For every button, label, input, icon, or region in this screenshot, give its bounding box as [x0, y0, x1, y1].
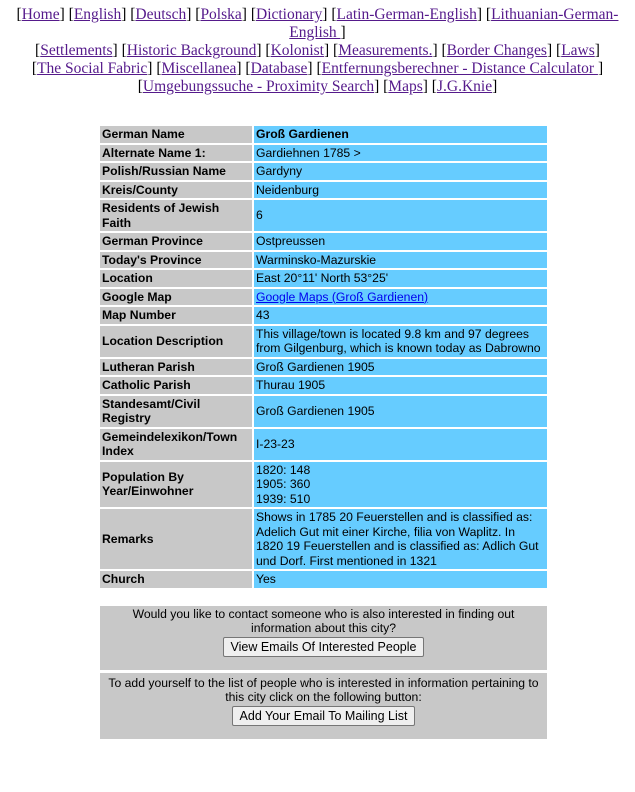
table-row-civil-registry [100, 396, 547, 427]
nav-border-changes: [Border Changes] [441, 42, 553, 59]
nav-kolonist: [Kolonist] [265, 42, 330, 59]
place-info-table [98, 124, 549, 590]
row-value: Neidenburg [254, 182, 547, 199]
nav-proximity-search: [Umgebungssuche - Proximity Search] [137, 78, 380, 95]
row-label: Alternate Name 1: [100, 145, 252, 162]
nav-social-fabric: [The Social Fabric] [31, 60, 153, 77]
row-label: Polish/Russian Name [100, 163, 252, 180]
table-row-town-index [100, 429, 547, 460]
population-1820: 1820: 148 [256, 462, 311, 477]
table-row-german-name [100, 126, 547, 143]
row-value: Groß Gardienen 1905 [254, 359, 547, 376]
nav-link-kolonist[interactable]: Kolonist [270, 42, 324, 59]
row-label: Gemeindelexikon/Town Index [100, 429, 252, 460]
row-value: Groß Gardienen 1905 [254, 396, 547, 427]
nav-link-proximity-search[interactable]: Umgebungssuche - Proximity Search [142, 78, 375, 95]
nav-latin-german-english: [Latin-German-English] [331, 6, 483, 23]
nav-deutsch: [Deutsch] [130, 6, 192, 23]
nav-link-laws[interactable]: Laws [561, 42, 595, 59]
nav-maps: [Maps] [383, 78, 428, 95]
nav-link-latin-german-english[interactable]: Latin-German-English [336, 6, 477, 23]
nav-link-english[interactable]: English [73, 6, 122, 23]
row-label: Location Description [100, 326, 252, 357]
view-emails-button[interactable]: View Emails Of Interested People [223, 637, 425, 657]
table-row-lutheran-parish [100, 359, 547, 376]
contact-prompt-text: Would you like to contact someone who is also interested in finding out information about this city? [132, 606, 515, 635]
table-row-alternate-name [100, 145, 547, 162]
nav-link-measurements[interactable]: Measurements. [338, 42, 433, 59]
table-row-german-province [100, 233, 547, 250]
row-label: Population By Year/Einwohner [100, 462, 252, 508]
table-row-church [100, 571, 547, 588]
google-maps-link[interactable]: Google Maps (Groß Gardienen) [256, 289, 429, 304]
row-value: 43 [254, 307, 547, 324]
row-label: Lutheran Parish [100, 359, 252, 376]
nav-link-social-fabric[interactable]: The Social Fabric [37, 60, 148, 77]
nav-home: [Home] [16, 6, 65, 23]
row-label: Location [100, 270, 252, 287]
nav-miscellanea: [Miscellanea] [156, 60, 242, 77]
mailing-list-panel [100, 673, 547, 739]
nav-distance-calculator: [Entfernungsberechner - Distance Calculator ] [316, 60, 604, 77]
nav-link-historic-background[interactable]: Historic Background [126, 42, 257, 59]
nav-link-maps[interactable]: Maps [388, 78, 423, 95]
table-row-location [100, 270, 547, 287]
row-label: German Province [100, 233, 252, 250]
nav-link-lithuanian-german-english[interactable]: Lithuanian-German-English [289, 6, 619, 41]
population-1905: 1905: 360 [256, 477, 311, 491]
row-value: East 20°11' North 53°25' [254, 270, 547, 287]
table-row-population [100, 462, 547, 508]
nav-link-dictionary[interactable]: Dictionary [256, 6, 323, 23]
population-1939: 1939: 510 [256, 491, 311, 506]
nav-link-deutsch[interactable]: Deutsch [135, 6, 187, 23]
row-value [254, 289, 547, 306]
table-row-location-description [100, 326, 547, 357]
table-row-county [100, 182, 547, 199]
table-row-jewish-residents [100, 200, 547, 231]
nav-polska: [Polska] [195, 6, 247, 23]
nav-link-settlements[interactable]: Settlements [40, 42, 113, 59]
nav-laws: [Laws] [556, 42, 600, 59]
nav-jg-knie: [J.G.Knie] [431, 78, 498, 95]
mailing-prompt-text: To add yourself to the list of people who is interested in information pertaining to this city click on the following button: [108, 675, 539, 704]
row-label: Church [100, 571, 252, 588]
nav-link-distance-calculator[interactable]: Entfernungsberechner - Distance Calculator [321, 60, 598, 77]
nav-measurements: [Measurements.] [333, 42, 438, 59]
row-value: I-23-23 [254, 429, 547, 460]
row-label: Catholic Parish [100, 377, 252, 394]
table-row-map-number [100, 307, 547, 324]
row-value: Warminsko-Mazurskie [254, 252, 547, 269]
table-row-remarks [100, 509, 547, 569]
row-value: Gardiehnen 1785 > [254, 145, 547, 162]
nav-link-border-changes[interactable]: Border Changes [446, 42, 547, 59]
nav-link-jg-knie[interactable]: J.G.Knie [436, 78, 493, 95]
row-label: Google Map [100, 289, 252, 306]
nav-link-home[interactable]: Home [21, 6, 60, 23]
nav-historic-background: [Historic Background] [121, 42, 262, 59]
nav-link-database[interactable]: Database [250, 60, 308, 77]
nav-dictionary: [Dictionary] [250, 6, 328, 23]
row-label: Kreis/County [100, 182, 252, 199]
table-row-todays-province [100, 252, 547, 269]
nav-link-miscellanea[interactable]: Miscellanea [161, 60, 237, 77]
row-label: Standesamt/Civil Registry [100, 396, 252, 427]
row-value: Yes [254, 571, 547, 588]
nav-link-polska[interactable]: Polska [200, 6, 242, 23]
nav-settlements: [Settlements] [35, 42, 118, 59]
row-label: Residents of Jewish Faith [100, 200, 252, 231]
row-value: Ostpreussen [254, 233, 547, 250]
row-label: Remarks [100, 509, 252, 569]
top-navigation [3, 6, 632, 96]
row-label: Today's Province [100, 252, 252, 269]
row-value: Shows in 1785 20 Feuerstellen and is classified as: Adelich Gut mit einer Kirche, filia von Waplitz. In 1820 19 Feuerstellen and is classified as: Adlich Gut und Dorf. First mentioned in 1321 [254, 509, 547, 569]
row-value: Thurau 1905 [254, 377, 547, 394]
table-row-polish-russian-name [100, 163, 547, 180]
row-value: Gardyny [254, 163, 547, 180]
nav-lithuanian-german-english: [Lithuanian-German-English ] [289, 6, 619, 41]
contact-interested-panel [100, 606, 547, 670]
nav-database: [Database] [245, 60, 313, 77]
row-value: This village/town is located 9.8 km and 97 degrees from Gilgenburg, which is known today as Dabrowno [254, 326, 547, 357]
row-value: Groß Gardienen [254, 126, 547, 143]
add-email-button[interactable]: Add Your Email To Mailing List [232, 706, 416, 726]
table-row-catholic-parish [100, 377, 547, 394]
table-row-google-map [100, 289, 547, 306]
row-label: German Name [100, 126, 252, 143]
row-label: Map Number [100, 307, 252, 324]
row-value: 6 [254, 200, 547, 231]
row-value [254, 462, 547, 508]
nav-english: [English] [68, 6, 127, 23]
